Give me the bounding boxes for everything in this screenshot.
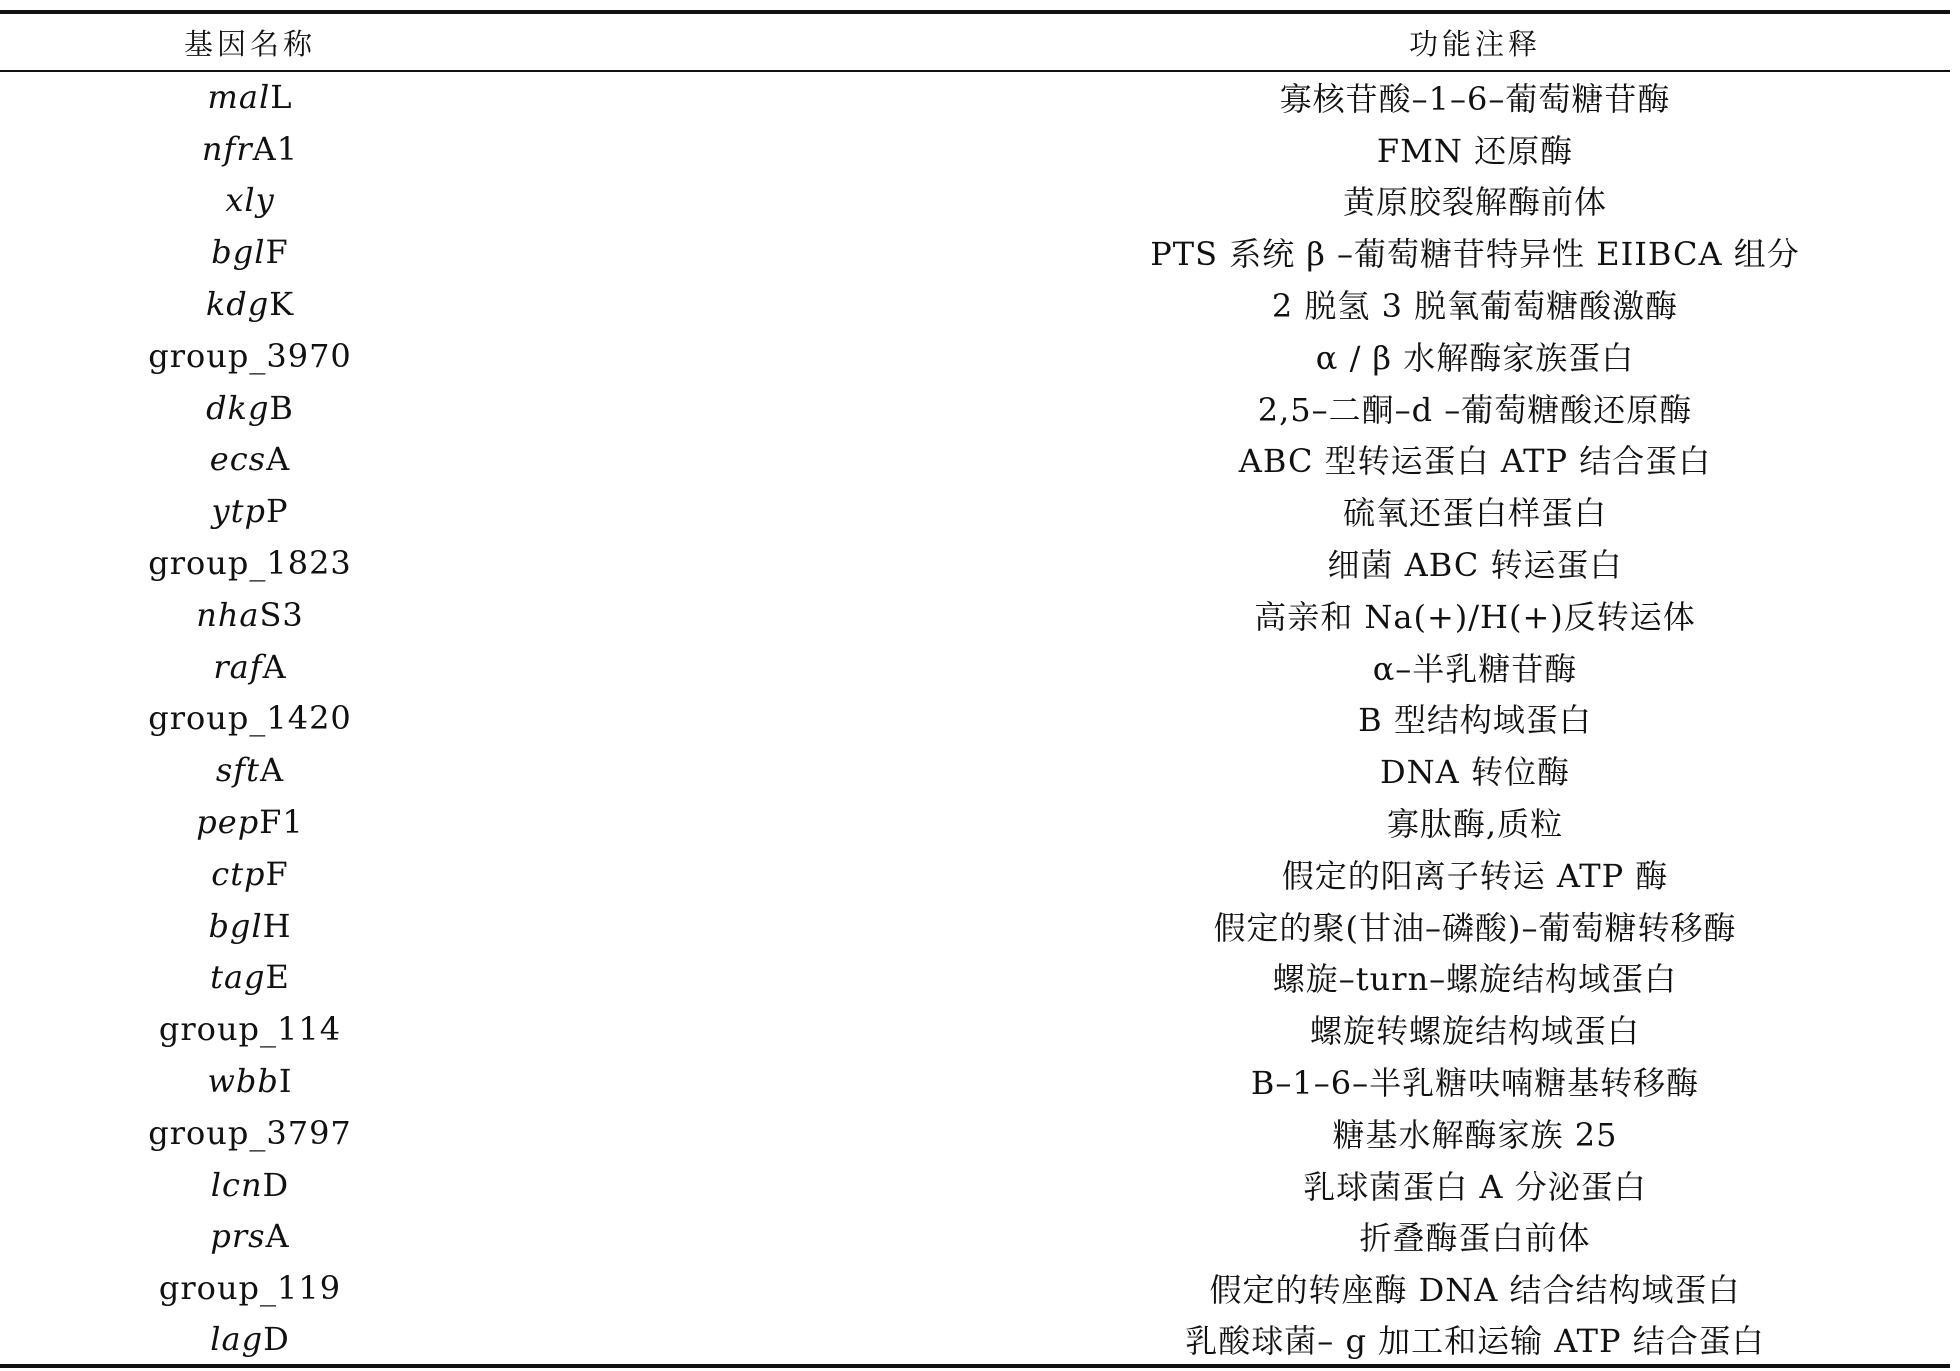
header-gene-name: 基因名称 xyxy=(183,26,316,61)
function-annotation-cell: 假定的聚(甘油–磷酸)–葡萄糖转移酶 xyxy=(1213,908,1737,947)
table-row xyxy=(0,330,1950,382)
gene-name-cell xyxy=(0,1055,1000,1107)
gene-name-suffix: K xyxy=(269,285,295,324)
function-annotation-cell: DNA 转位酶 xyxy=(1380,753,1570,792)
function-annotation-cell: 螺旋转螺旋结构域蛋白 xyxy=(1309,1012,1640,1051)
gene-name-cell xyxy=(0,848,1000,900)
gene-name-cell xyxy=(0,641,1000,693)
table-row xyxy=(0,900,1950,952)
gene-name-suffix: P xyxy=(265,492,289,531)
gene-name-suffix: D xyxy=(262,1165,290,1204)
table-row xyxy=(0,123,1950,175)
function-annotation-cell: 细菌 ABC 转运蛋白 xyxy=(1327,546,1623,585)
gene-name-italic: bgl xyxy=(211,233,266,272)
gene-name-suffix: group_1823 xyxy=(148,544,352,583)
gene-name-suffix: A xyxy=(262,647,287,686)
gene-name-cell xyxy=(0,744,1000,796)
gene-name-suffix: H xyxy=(262,906,292,945)
function-annotation-cell: FMN 还原酶 xyxy=(1376,131,1574,170)
gene-name-italic: prs xyxy=(210,1217,266,1256)
table-row xyxy=(0,641,1950,693)
function-annotation-cell: 硫氧还蛋白样蛋白 xyxy=(1342,494,1607,533)
table-row xyxy=(0,485,1950,537)
header-function-annotation: 功能注释 xyxy=(1408,26,1541,61)
gene-function-table xyxy=(0,10,1950,1368)
function-annotation-cell: 假定的阳离子转运 ATP 酶 xyxy=(1281,856,1669,895)
table-row xyxy=(0,848,1950,900)
gene-name-cell xyxy=(0,175,1000,227)
table-row xyxy=(0,382,1950,434)
gene-name-italic: kdg xyxy=(205,285,270,324)
gene-name-suffix: F xyxy=(265,854,289,893)
gene-name-suffix: group_3970 xyxy=(148,336,352,375)
gene-name-italic: tag xyxy=(210,958,266,997)
gene-name-cell xyxy=(0,1314,1000,1366)
function-annotation-cell: 2,5–二酮–d –葡萄糖酸还原酶 xyxy=(1257,390,1693,429)
function-annotation-cell: 螺旋–turn–螺旋结构域蛋白 xyxy=(1272,960,1678,999)
gene-name-suffix: E xyxy=(265,958,290,997)
gene-name-cell xyxy=(0,537,1000,589)
table-header xyxy=(0,12,1950,71)
gene-name-italic: ctp xyxy=(211,854,266,893)
table-row xyxy=(0,1211,1950,1263)
gene-name-cell xyxy=(0,796,1000,848)
function-annotation-cell: B–1–6–半乳糖呋喃糖基转移酶 xyxy=(1250,1064,1700,1103)
gene-name-cell xyxy=(0,330,1000,382)
table-row xyxy=(0,434,1950,486)
gene-name-italic: sft xyxy=(215,751,260,790)
gene-name-cell xyxy=(0,693,1000,745)
table-row xyxy=(0,175,1950,227)
gene-name-italic: ytp xyxy=(211,492,266,531)
function-annotation-cell: B 型结构域蛋白 xyxy=(1358,701,1592,740)
gene-name-cell xyxy=(0,589,1000,641)
gene-name-italic: nha xyxy=(196,595,260,634)
gene-name-suffix: S3 xyxy=(259,595,304,634)
function-annotation-cell: 2 脱氢 3 脱氧葡萄糖酸激酶 xyxy=(1271,287,1679,326)
function-annotation-cell: PTS 系统 β –葡萄糖苷特异性 EIIBCA 组分 xyxy=(1150,235,1800,274)
gene-name-suffix: B xyxy=(269,388,294,427)
gene-name-italic: nfr xyxy=(201,129,253,168)
gene-name-italic: dkg xyxy=(206,388,270,427)
function-annotation-cell: 折叠酶蛋白前体 xyxy=(1359,1219,1591,1258)
gene-name-suffix: group_119 xyxy=(158,1269,342,1308)
gene-name-italic: bgl xyxy=(208,906,263,945)
function-annotation-cell: 乳酸球菌– g 加工和运输 ATP 结合蛋白 xyxy=(1185,1322,1765,1361)
gene-name-italic: pep xyxy=(196,803,260,842)
function-annotation-cell: 糖基水解酶家族 25 xyxy=(1332,1115,1618,1154)
gene-name-cell xyxy=(0,1003,1000,1055)
gene-name-italic: ecs xyxy=(209,440,267,479)
gene-name-italic: raf xyxy=(213,647,263,686)
table-row xyxy=(0,796,1950,848)
table-row xyxy=(0,744,1950,796)
function-annotation-cell: ABC 型转运蛋白 ATP 结合蛋白 xyxy=(1238,442,1712,481)
table-row xyxy=(0,1003,1950,1055)
gene-name-suffix: F1 xyxy=(259,803,304,842)
gene-name-suffix: A xyxy=(266,440,291,479)
function-annotation-cell: α / β 水解酶家族蛋白 xyxy=(1315,338,1635,377)
table-row xyxy=(0,1055,1950,1107)
header-row xyxy=(0,12,1950,71)
table-row xyxy=(0,693,1950,745)
gene-name-cell xyxy=(0,434,1000,486)
gene-name-suffix: group_3797 xyxy=(148,1113,352,1152)
gene-name-suffix: A xyxy=(265,1217,290,1256)
gene-name-cell xyxy=(0,382,1000,434)
gene-name-italic: lag xyxy=(210,1320,264,1359)
function-annotation-cell: 乳球菌蛋白 A 分泌蛋白 xyxy=(1303,1167,1647,1206)
function-annotation-cell: 寡肽酶,质粒 xyxy=(1386,805,1564,844)
gene-name-cell xyxy=(0,485,1000,537)
table-row xyxy=(0,226,1950,278)
function-annotation-cell: α–半乳糖苷酶 xyxy=(1372,649,1578,688)
table-body xyxy=(0,71,1950,1366)
gene-name-cell xyxy=(0,71,1000,123)
gene-name-cell xyxy=(0,1159,1000,1211)
gene-name-suffix: A xyxy=(260,751,285,790)
table-row xyxy=(0,589,1950,641)
table-row xyxy=(0,71,1950,123)
function-annotation-cell: 高亲和 Na(+)/H(+)反转运体 xyxy=(1254,597,1696,636)
gene-name-cell xyxy=(0,1262,1000,1314)
gene-name-suffix: L xyxy=(270,78,293,117)
gene-name-suffix: I xyxy=(278,1062,293,1101)
gene-name-italic: wbb xyxy=(207,1062,279,1101)
gene-name-cell xyxy=(0,952,1000,1004)
gene-name-cell xyxy=(0,1107,1000,1159)
table-row xyxy=(0,1314,1950,1366)
gene-name-suffix: group_1420 xyxy=(148,699,352,738)
table-row xyxy=(0,1159,1950,1211)
table-row xyxy=(0,1262,1950,1314)
table-row xyxy=(0,1107,1950,1159)
gene-name-suffix: D xyxy=(263,1320,290,1359)
table-row xyxy=(0,537,1950,589)
gene-name-suffix: group_114 xyxy=(158,1010,342,1049)
function-annotation-cell: 假定的转座酶 DNA 结合结构域蛋白 xyxy=(1209,1271,1741,1310)
gene-name-italic: lcn xyxy=(210,1165,263,1204)
gene-name-cell xyxy=(0,278,1000,330)
gene-name-cell xyxy=(0,123,1000,175)
gene-name-cell xyxy=(0,226,1000,278)
table-row xyxy=(0,278,1950,330)
function-annotation-cell: 寡核苷酸–1–6–葡萄糖苷酶 xyxy=(1279,80,1671,119)
table-row xyxy=(0,952,1950,1004)
gene-name-suffix: F xyxy=(265,233,289,272)
gene-name-cell xyxy=(0,1211,1000,1263)
function-annotation-cell: 黄原胶裂解酶前体 xyxy=(1342,183,1607,222)
gene-name-italic: mal xyxy=(207,78,271,117)
gene-name-italic: xly xyxy=(225,181,275,220)
gene-name-suffix: A1 xyxy=(252,129,299,168)
gene-name-cell xyxy=(0,900,1000,952)
